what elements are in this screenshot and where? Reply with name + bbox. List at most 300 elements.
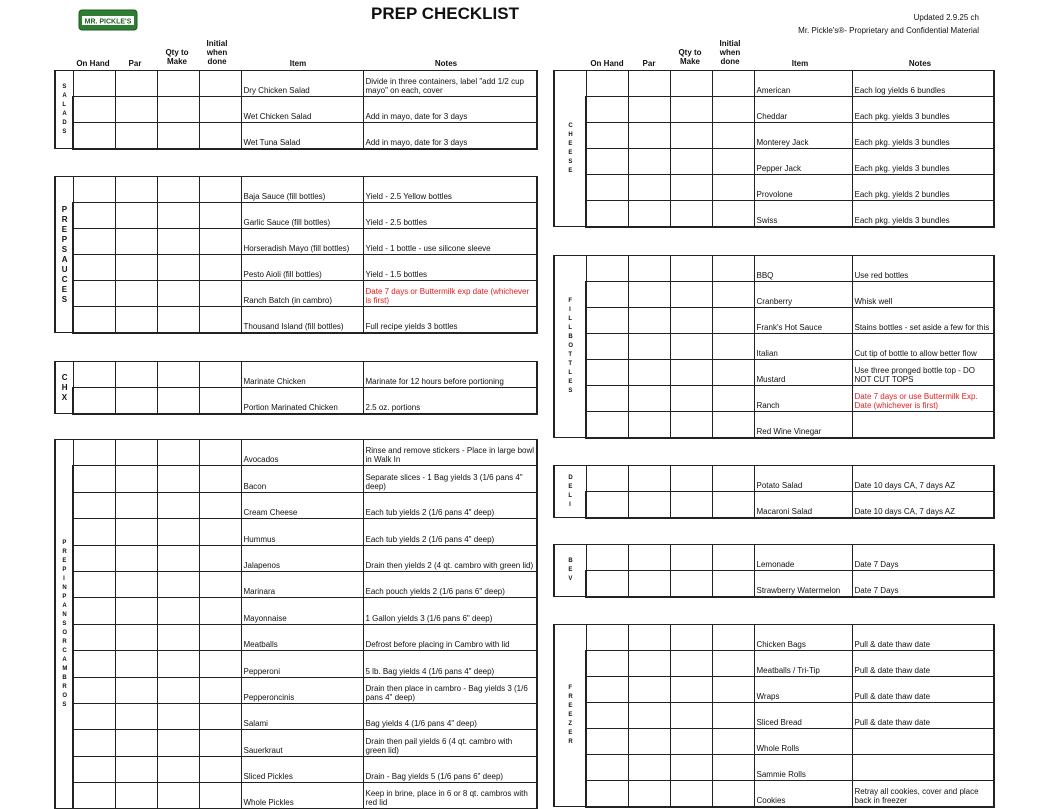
- par-cell[interactable]: [115, 281, 157, 307]
- item-note: Date 10 days CA, 7 days AZ: [852, 492, 994, 518]
- qty-to-make-cell[interactable]: [670, 412, 712, 438]
- checklist-row: [55, 492, 537, 518]
- initial-cell[interactable]: [712, 466, 754, 492]
- checklist-row: [554, 729, 994, 755]
- par-cell[interactable]: [115, 71, 157, 97]
- qty-to-make-cell[interactable]: [670, 755, 712, 781]
- item-note: Each log yields 6 bundles: [852, 71, 994, 97]
- qty-to-make-cell[interactable]: [157, 281, 199, 307]
- qty-to-make-cell[interactable]: [157, 123, 199, 149]
- initial-cell[interactable]: [199, 97, 241, 123]
- par-cell[interactable]: [628, 571, 670, 597]
- item-name: Salami: [241, 703, 363, 729]
- qty-to-make-cell[interactable]: [670, 282, 712, 308]
- item-name: Pepper Jack: [754, 149, 852, 175]
- qty-to-make-cell[interactable]: [670, 175, 712, 201]
- qty-to-make-cell[interactable]: [670, 123, 712, 149]
- item-note: Divide in three containers, label "add 1/2 cup mayo" on each, cover: [363, 71, 537, 97]
- par-cell[interactable]: [115, 255, 157, 281]
- section-label: [55, 71, 73, 149]
- item-name: Wraps: [754, 677, 852, 703]
- initial-cell[interactable]: [712, 123, 754, 149]
- on-hand-cell[interactable]: [586, 545, 628, 571]
- on-hand-cell[interactable]: [73, 466, 115, 492]
- initial-cell[interactable]: [712, 492, 754, 518]
- on-hand-cell[interactable]: [586, 97, 628, 123]
- section-label: [554, 71, 586, 227]
- qty-to-make-cell[interactable]: [670, 677, 712, 703]
- initial-cell[interactable]: [199, 388, 241, 414]
- par-cell[interactable]: [115, 571, 157, 597]
- item-name: BBQ: [754, 256, 852, 282]
- on-hand-cell[interactable]: [586, 703, 628, 729]
- par-cell[interactable]: [115, 177, 157, 203]
- par-cell[interactable]: [628, 651, 670, 677]
- qty-to-make-cell[interactable]: [670, 97, 712, 123]
- checklist-row: [554, 755, 994, 781]
- par-cell[interactable]: [628, 175, 670, 201]
- header-initial-when-done-right: Initial when done: [719, 39, 741, 66]
- section-deli: [553, 465, 995, 519]
- section-freezer: [553, 624, 995, 808]
- on-hand-cell[interactable]: [73, 229, 115, 255]
- on-hand-cell[interactable]: [586, 123, 628, 149]
- checklist-row: [55, 255, 537, 281]
- par-cell[interactable]: [628, 625, 670, 651]
- checklist-row: [55, 624, 537, 650]
- qty-to-make-cell[interactable]: [157, 203, 199, 229]
- initial-cell[interactable]: [712, 201, 754, 227]
- item-note: 5 lb. Bag yields 4 (1/6 pans 4" deep): [363, 651, 537, 677]
- on-hand-cell[interactable]: [586, 71, 628, 97]
- checklist-row: [55, 97, 537, 123]
- initial-cell[interactable]: [712, 781, 754, 807]
- qty-to-make-cell[interactable]: [670, 492, 712, 518]
- initial-cell[interactable]: [199, 783, 241, 809]
- initial-cell[interactable]: [712, 755, 754, 781]
- qty-to-make-cell[interactable]: [670, 71, 712, 97]
- header-notes-right: Notes: [908, 59, 932, 68]
- item-name: Ranch Batch (in cambro): [241, 281, 363, 307]
- initial-cell[interactable]: [712, 571, 754, 597]
- initial-cell[interactable]: [199, 519, 241, 545]
- on-hand-cell[interactable]: [73, 71, 115, 97]
- item-name: Cookies: [754, 781, 852, 807]
- initial-cell[interactable]: [712, 71, 754, 97]
- initial-cell[interactable]: [199, 730, 241, 756]
- qty-to-make-cell[interactable]: [157, 71, 199, 97]
- initial-cell[interactable]: [712, 334, 754, 360]
- item-name: Whole Rolls: [754, 729, 852, 755]
- par-cell[interactable]: [628, 545, 670, 571]
- qty-to-make-cell[interactable]: [157, 730, 199, 756]
- checklist-row: [55, 388, 537, 414]
- initial-cell[interactable]: [712, 386, 754, 412]
- initial-cell[interactable]: [712, 282, 754, 308]
- initial-cell[interactable]: [712, 175, 754, 201]
- initial-cell[interactable]: [712, 625, 754, 651]
- on-hand-cell[interactable]: [586, 492, 628, 518]
- item-name: Ranch: [754, 386, 852, 412]
- checklist-row: [554, 466, 994, 492]
- on-hand-cell[interactable]: [73, 756, 115, 782]
- item-name: Avocados: [241, 440, 363, 466]
- qty-to-make-cell[interactable]: [670, 729, 712, 755]
- item-name: Mayonnaise: [241, 598, 363, 624]
- qty-to-make-cell[interactable]: [157, 598, 199, 624]
- checklist-row: [554, 175, 994, 201]
- checklist-row: [55, 71, 537, 97]
- par-cell[interactable]: [115, 362, 157, 388]
- par-cell[interactable]: [628, 123, 670, 149]
- qty-to-make-cell[interactable]: [157, 519, 199, 545]
- item-note: Pull & date thaw date: [852, 677, 994, 703]
- on-hand-cell[interactable]: [73, 624, 115, 650]
- item-note: Pull & date thaw date: [852, 625, 994, 651]
- qty-to-make-cell[interactable]: [157, 492, 199, 518]
- qty-to-make-cell[interactable]: [670, 334, 712, 360]
- par-cell[interactable]: [115, 123, 157, 149]
- qty-to-make-cell[interactable]: [157, 624, 199, 650]
- on-hand-cell[interactable]: [586, 677, 628, 703]
- par-cell[interactable]: [628, 282, 670, 308]
- qty-to-make-cell[interactable]: [670, 466, 712, 492]
- qty-to-make-cell[interactable]: [670, 201, 712, 227]
- par-cell[interactable]: [115, 651, 157, 677]
- on-hand-cell[interactable]: [73, 703, 115, 729]
- header-item-right: Item: [791, 59, 809, 68]
- initial-cell[interactable]: [199, 703, 241, 729]
- on-hand-cell[interactable]: [73, 177, 115, 203]
- item-name: Lemonade: [754, 545, 852, 571]
- par-cell[interactable]: [628, 677, 670, 703]
- par-cell[interactable]: [115, 229, 157, 255]
- on-hand-cell[interactable]: [586, 175, 628, 201]
- item-name: Sammie Rolls: [754, 755, 852, 781]
- initial-cell[interactable]: [712, 97, 754, 123]
- item-note: Marinate for 12 hours before portioning: [363, 362, 537, 388]
- qty-to-make-cell[interactable]: [157, 388, 199, 414]
- item-name: Sauerkraut: [241, 730, 363, 756]
- checklist-row: [55, 281, 537, 307]
- on-hand-cell[interactable]: [73, 545, 115, 571]
- section-label-text: CHX: [61, 372, 68, 402]
- initial-cell[interactable]: [199, 362, 241, 388]
- section-label-text: PREP SAUCES: [61, 204, 68, 304]
- initial-cell[interactable]: [199, 255, 241, 281]
- par-cell[interactable]: [628, 386, 670, 412]
- qty-to-make-cell[interactable]: [157, 177, 199, 203]
- item-note: Date 7 Days: [852, 545, 994, 571]
- qty-to-make-cell[interactable]: [157, 703, 199, 729]
- on-hand-cell[interactable]: [73, 281, 115, 307]
- qty-to-make-cell[interactable]: [670, 149, 712, 175]
- item-note: Date 7 Days: [852, 571, 994, 597]
- item-name: Baja Sauce (fill bottles): [241, 177, 363, 203]
- on-hand-cell[interactable]: [586, 466, 628, 492]
- header-initial-when-done: Initial when done: [206, 39, 228, 66]
- par-cell[interactable]: [628, 781, 670, 807]
- on-hand-cell[interactable]: [73, 492, 115, 518]
- initial-cell[interactable]: [712, 677, 754, 703]
- par-cell[interactable]: [115, 203, 157, 229]
- on-hand-cell[interactable]: [586, 755, 628, 781]
- qty-to-make-cell[interactable]: [157, 756, 199, 782]
- on-hand-cell[interactable]: [73, 730, 115, 756]
- checklist-row: [55, 730, 537, 756]
- initial-cell[interactable]: [712, 360, 754, 386]
- on-hand-cell[interactable]: [586, 386, 628, 412]
- section-label: [554, 466, 586, 518]
- on-hand-cell[interactable]: [73, 97, 115, 123]
- on-hand-cell[interactable]: [586, 781, 628, 807]
- par-cell[interactable]: [628, 729, 670, 755]
- item-name: Garlic Sauce (fill bottles): [241, 203, 363, 229]
- par-cell[interactable]: [628, 466, 670, 492]
- par-cell[interactable]: [628, 412, 670, 438]
- qty-to-make-cell[interactable]: [670, 571, 712, 597]
- par-cell[interactable]: [115, 466, 157, 492]
- qty-to-make-cell[interactable]: [157, 440, 199, 466]
- par-cell[interactable]: [628, 308, 670, 334]
- item-note: [852, 729, 994, 755]
- section-label-text: PREP IN PANS OR CAMBROS: [62, 539, 68, 708]
- on-hand-cell[interactable]: [73, 783, 115, 809]
- checklist-row: [55, 783, 537, 809]
- on-hand-cell[interactable]: [586, 201, 628, 227]
- initial-cell[interactable]: [712, 703, 754, 729]
- item-name: Cranberry: [754, 282, 852, 308]
- initial-cell[interactable]: [199, 123, 241, 149]
- initial-cell[interactable]: [199, 545, 241, 571]
- on-hand-cell[interactable]: [73, 571, 115, 597]
- par-cell[interactable]: [115, 307, 157, 333]
- on-hand-cell[interactable]: [586, 571, 628, 597]
- qty-to-make-cell[interactable]: [670, 386, 712, 412]
- item-name: Swiss: [754, 201, 852, 227]
- item-name: Wet Chicken Salad: [241, 97, 363, 123]
- checklist-row: [554, 545, 994, 571]
- par-cell[interactable]: [628, 256, 670, 282]
- initial-cell[interactable]: [199, 440, 241, 466]
- qty-to-make-cell[interactable]: [157, 255, 199, 281]
- item-name: Sliced Bread: [754, 703, 852, 729]
- checklist-row: [554, 781, 994, 807]
- section-prep-sauces: [54, 176, 538, 334]
- item-note: Rinse and remove stickers - Place in large bowl in Walk In: [363, 440, 537, 466]
- item-name: Wet Tuna Salad: [241, 123, 363, 149]
- item-name: Mustard: [754, 360, 852, 386]
- item-note: [852, 412, 994, 438]
- on-hand-cell[interactable]: [586, 308, 628, 334]
- on-hand-cell[interactable]: [586, 651, 628, 677]
- on-hand-cell[interactable]: [73, 307, 115, 333]
- on-hand-cell[interactable]: [586, 334, 628, 360]
- item-name: Thousand Island (fill bottles): [241, 307, 363, 333]
- section-chx: [54, 361, 538, 415]
- item-name: Pepperoni: [241, 651, 363, 677]
- initial-cell[interactable]: [712, 149, 754, 175]
- checklist-row: [55, 203, 537, 229]
- section-salads: [54, 70, 538, 150]
- on-hand-cell[interactable]: [586, 412, 628, 438]
- on-hand-cell[interactable]: [586, 729, 628, 755]
- on-hand-cell[interactable]: [73, 388, 115, 414]
- qty-to-make-cell[interactable]: [670, 308, 712, 334]
- qty-to-make-cell[interactable]: [157, 545, 199, 571]
- qty-to-make-cell[interactable]: [157, 677, 199, 703]
- section-label: [554, 625, 586, 807]
- initial-cell[interactable]: [712, 651, 754, 677]
- item-name: Whole Pickles: [241, 783, 363, 809]
- checklist-row: [554, 651, 994, 677]
- initial-cell[interactable]: [199, 756, 241, 782]
- checklist-row: [554, 71, 994, 97]
- initial-cell[interactable]: [199, 229, 241, 255]
- on-hand-cell[interactable]: [73, 203, 115, 229]
- on-hand-cell[interactable]: [73, 440, 115, 466]
- item-note: Stains bottles - set aside a few for this: [852, 308, 994, 334]
- par-cell[interactable]: [115, 545, 157, 571]
- item-note: Yield - 2.5 bottles: [363, 203, 537, 229]
- par-cell[interactable]: [628, 755, 670, 781]
- item-note: Date 10 days CA, 7 days AZ: [852, 466, 994, 492]
- item-name: Portion Marinated Chicken: [241, 388, 363, 414]
- on-hand-cell[interactable]: [586, 149, 628, 175]
- checklist-row: [55, 519, 537, 545]
- header-on-hand: On Hand: [76, 59, 110, 68]
- on-hand-cell[interactable]: [586, 282, 628, 308]
- on-hand-cell[interactable]: [73, 123, 115, 149]
- par-cell[interactable]: [115, 388, 157, 414]
- checklist-row: [55, 362, 537, 388]
- qty-to-make-cell[interactable]: [670, 625, 712, 651]
- on-hand-cell[interactable]: [73, 519, 115, 545]
- page-title: PREP CHECKLIST: [371, 4, 519, 23]
- on-hand-cell[interactable]: [73, 362, 115, 388]
- qty-to-make-cell[interactable]: [670, 781, 712, 807]
- on-hand-cell[interactable]: [586, 256, 628, 282]
- par-cell[interactable]: [115, 598, 157, 624]
- header-notes: Notes: [434, 59, 458, 68]
- checklist-row: [554, 256, 994, 282]
- initial-cell[interactable]: [199, 203, 241, 229]
- initial-cell[interactable]: [712, 729, 754, 755]
- item-name: Frank's Hot Sauce: [754, 308, 852, 334]
- par-cell[interactable]: [115, 730, 157, 756]
- item-note: Add in mayo, date for 3 days: [363, 123, 537, 149]
- qty-to-make-cell[interactable]: [670, 703, 712, 729]
- on-hand-cell[interactable]: [73, 651, 115, 677]
- initial-cell[interactable]: [199, 307, 241, 333]
- item-name: Meatballs / Tri-Tip: [754, 651, 852, 677]
- par-cell[interactable]: [628, 360, 670, 386]
- initial-cell[interactable]: [199, 651, 241, 677]
- par-cell[interactable]: [115, 492, 157, 518]
- par-cell[interactable]: [115, 783, 157, 809]
- par-cell[interactable]: [628, 334, 670, 360]
- item-note-warning: Date 7 days or use Buttermilk Exp. Date (whichever is first): [852, 386, 994, 412]
- item-note: Each pouch yields 2 (1/6 pans 6" deep): [363, 571, 537, 597]
- par-cell[interactable]: [115, 97, 157, 123]
- par-cell[interactable]: [628, 97, 670, 123]
- item-note: Bag yields 4 (1/6 pans 4" deep): [363, 703, 537, 729]
- checklist-row: [55, 703, 537, 729]
- item-note: Drain then pail yields 6 (4 qt. cambro with green lid): [363, 730, 537, 756]
- initial-cell[interactable]: [712, 308, 754, 334]
- qty-to-make-cell[interactable]: [670, 256, 712, 282]
- initial-cell[interactable]: [199, 281, 241, 307]
- initial-cell[interactable]: [199, 624, 241, 650]
- qty-to-make-cell[interactable]: [157, 97, 199, 123]
- checklist-row: [55, 466, 537, 492]
- item-name: Marinate Chicken: [241, 362, 363, 388]
- on-hand-cell[interactable]: [73, 255, 115, 281]
- initial-cell[interactable]: [199, 677, 241, 703]
- qty-to-make-cell[interactable]: [157, 783, 199, 809]
- qty-to-make-cell[interactable]: [157, 307, 199, 333]
- item-note: Yield - 2.5 Yellow bottles: [363, 177, 537, 203]
- par-cell[interactable]: [115, 519, 157, 545]
- checklist-row: [55, 307, 537, 333]
- section-prep-in-pans-or-cambros: [54, 439, 538, 809]
- on-hand-cell[interactable]: [586, 360, 628, 386]
- checklist-row: [554, 360, 994, 386]
- par-cell[interactable]: [115, 756, 157, 782]
- qty-to-make-cell[interactable]: [157, 466, 199, 492]
- checklist-row: [55, 229, 537, 255]
- par-cell[interactable]: [628, 703, 670, 729]
- qty-to-make-cell[interactable]: [157, 571, 199, 597]
- item-name: Bacon: [241, 466, 363, 492]
- initial-cell[interactable]: [199, 71, 241, 97]
- on-hand-cell[interactable]: [586, 625, 628, 651]
- initial-cell[interactable]: [712, 256, 754, 282]
- qty-to-make-cell[interactable]: [157, 362, 199, 388]
- par-cell[interactable]: [115, 677, 157, 703]
- item-note: Full recipe yields 3 bottles: [363, 307, 537, 333]
- initial-cell[interactable]: [199, 177, 241, 203]
- par-cell[interactable]: [628, 492, 670, 518]
- qty-to-make-cell[interactable]: [670, 545, 712, 571]
- on-hand-cell[interactable]: [73, 598, 115, 624]
- updated-date: Updated 2.9.25 ch: [913, 13, 979, 22]
- par-cell[interactable]: [115, 440, 157, 466]
- item-note: Drain then yields 2 (4 qt. cambro with green lid): [363, 545, 537, 571]
- par-cell[interactable]: [115, 624, 157, 650]
- qty-to-make-cell[interactable]: [157, 229, 199, 255]
- checklist-row: [554, 282, 994, 308]
- par-cell[interactable]: [115, 703, 157, 729]
- initial-cell[interactable]: [712, 545, 754, 571]
- section-label: [55, 440, 73, 809]
- par-cell[interactable]: [628, 149, 670, 175]
- item-note: Add in mayo, date for 3 days: [363, 97, 537, 123]
- initial-cell[interactable]: [199, 598, 241, 624]
- qty-to-make-cell[interactable]: [670, 360, 712, 386]
- header-par: Par: [128, 59, 142, 68]
- initial-cell[interactable]: [712, 412, 754, 438]
- initial-cell[interactable]: [199, 571, 241, 597]
- checklist-row: [554, 149, 994, 175]
- qty-to-make-cell[interactable]: [670, 651, 712, 677]
- on-hand-cell[interactable]: [73, 677, 115, 703]
- par-cell[interactable]: [628, 71, 670, 97]
- qty-to-make-cell[interactable]: [157, 651, 199, 677]
- initial-cell[interactable]: [199, 492, 241, 518]
- par-cell[interactable]: [628, 201, 670, 227]
- initial-cell[interactable]: [199, 466, 241, 492]
